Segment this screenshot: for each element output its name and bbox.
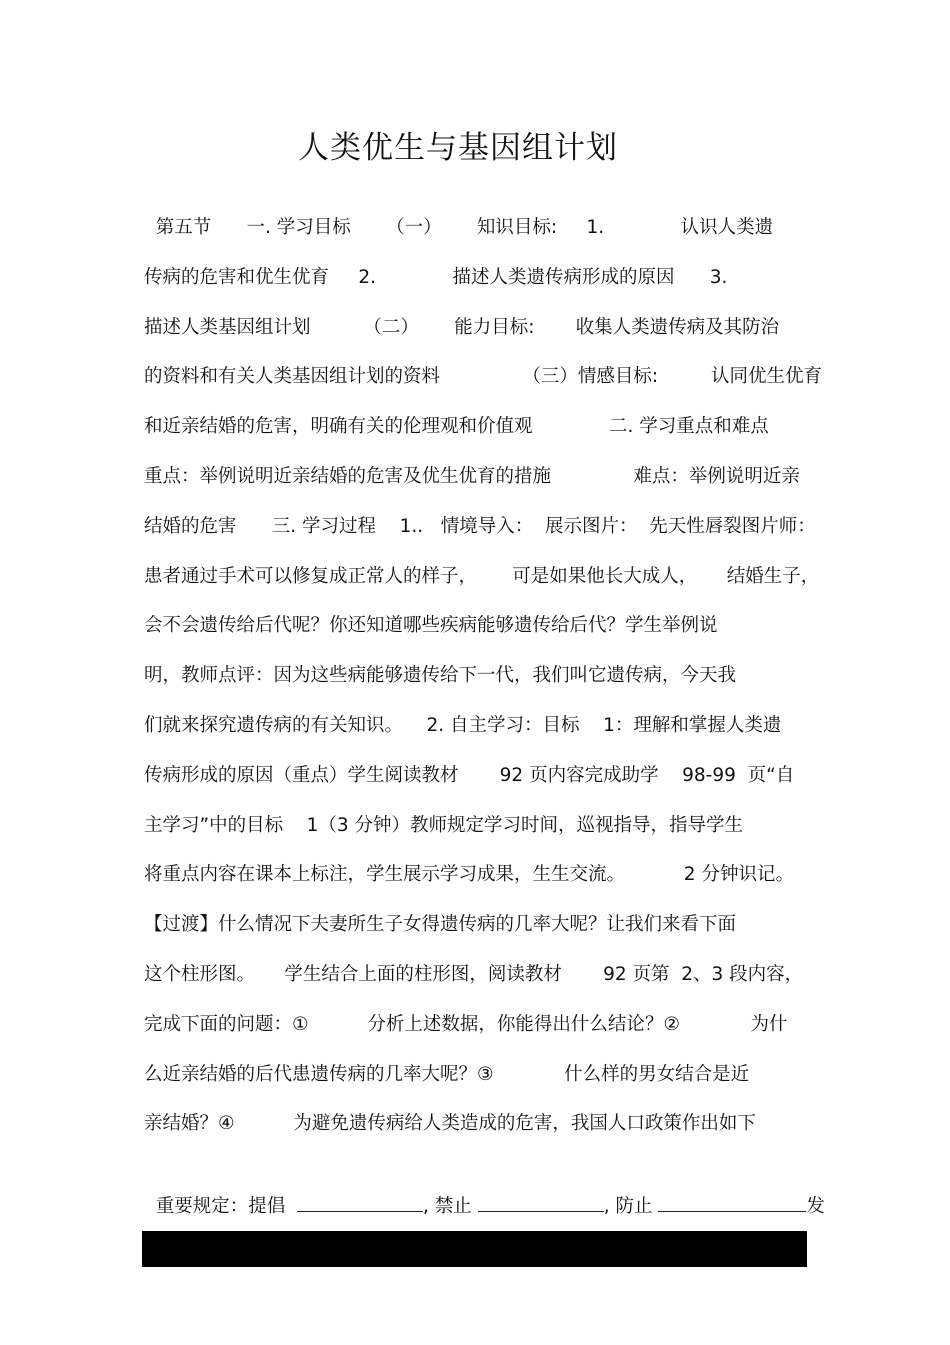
document-line: 重点：举例说明近亲结婚的危害及优生优育的措施 难点：举例说明近亲: [144, 466, 800, 487]
last-line-suffix: 发: [806, 1196, 825, 1217]
document-line: 们就来探究遗传病的有关知识。 2. 自主学习：目标 1：理解和掌握人类遗: [144, 715, 782, 736]
last-line-prefix: 重要规定：提倡: [155, 1196, 298, 1217]
document-line-last: [144, 1162, 825, 1217]
document-line: 描述人类基因组计划 （二） 能力目标: 收集人类遗传病及其防治: [144, 317, 780, 338]
document-line: 传病形成的原因（重点）学生阅读教材 92 页内容完成助学 98-99 页“自: [144, 765, 795, 786]
blank-advocate: [297, 1193, 423, 1212]
document-line: 患者通过手术可以修复成正常人的样子， 可是如果他长大成人， 结婚生子，: [144, 566, 820, 587]
document-title: 人类优生与基因组计划: [298, 130, 618, 166]
footer-black-bar: [142, 1231, 807, 1267]
document-line: 【过渡】什么情况下夫妻所生子女得遗传病的几率大呢？让我们来看下面: [144, 914, 737, 935]
document-line: 第五节 一. 学习目标 （一） 知识目标: 1. 认识人类遗: [144, 217, 774, 238]
document-line: 会不会遗传给后代呢？你还知道哪些疾病能够遗传给后代？学生举例说: [144, 615, 718, 636]
document-line: 传病的危害和优生优育 2. 描述人类遗传病形成的原因 3.: [144, 267, 728, 288]
document-line: 这个柱形图。 学生结合上面的柱形图，阅读教材 92 页第 2、3 段内容，: [144, 964, 804, 985]
document-line: 么近亲结婚的后代患遗传病的几率大呢？③ 什么样的男女结合是近: [144, 1064, 750, 1085]
last-line-sep1: , 禁止: [423, 1196, 478, 1217]
document-line: 明，教师点评：因为这些病能够遗传给下一代，我们叫它遗传病，今天我: [144, 665, 737, 686]
last-line-sep2: , 防止: [603, 1196, 659, 1217]
document-line: 结婚的危害 三. 学习过程 1.. 情境导入： 展示图片： 先天性唇裂图片师：: [144, 516, 816, 537]
document-line: 将重点内容在课本上标注，学生展示学习成果，生生交流。 2 分钟识记。: [144, 864, 794, 885]
document-line: 的资料和有关人类基因组计划的资料 （三）情感目标: 认同优生优育: [144, 366, 822, 387]
document-line: 主学习”中的目标 1（3 分钟）教师规定学习时间，巡视指导，指导学生: [144, 815, 744, 836]
document-line: 亲结婚？④ 为避免遗传病给人类造成的危害，我国人口政策作出如下: [144, 1113, 756, 1134]
blank-prohibit: [478, 1193, 604, 1212]
blank-prevent: [658, 1193, 806, 1212]
document-line: 完成下面的问题：① 分析上述数据，你能得出什么结论？② 为什: [144, 1014, 788, 1035]
document-line: 和近亲结婚的危害，明确有关的伦理观和价值观 二. 学习重点和难点: [144, 416, 769, 437]
